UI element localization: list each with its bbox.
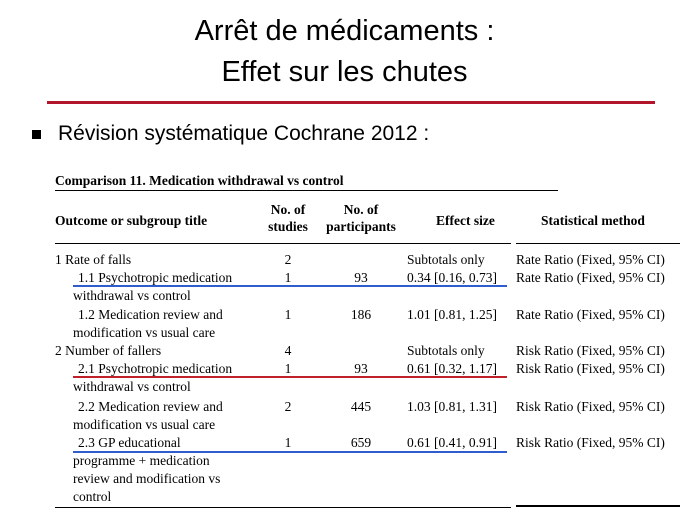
row-2-1-method: Risk Ratio (Fixed, 95% CI) <box>516 361 665 376</box>
row-2-2-title-line2: modification vs usual care <box>73 417 216 432</box>
row-2-3-title-line1: 2.3 GP educational <box>78 435 181 450</box>
header-effect-size: Effect size <box>436 213 495 228</box>
row-2-2-effect: 1.03 [0.81, 1.31] <box>407 399 497 414</box>
row-2-title: 2 Number of fallers <box>55 343 162 358</box>
header-participants-line1: No. of <box>343 202 379 217</box>
row-2-3-studies: 1 <box>284 435 292 450</box>
row-1-2-title-line1: 1.2 Medication review and <box>78 307 223 322</box>
header-rule-method <box>516 243 680 244</box>
bullet-text: Révision systématique Cochrane 2012 : <box>58 122 430 145</box>
row-2-3-method: Risk Ratio (Fixed, 95% CI) <box>516 435 665 450</box>
row-2-3-title-line4: control <box>73 489 112 504</box>
row-2-1-participants: 93 <box>354 361 368 376</box>
header-outcome: Outcome or subgroup title <box>55 213 208 228</box>
row-1-1-effect: 0.34 [0.16, 0.73] <box>407 270 497 285</box>
header-statistical-method: Statistical method <box>541 213 645 228</box>
row-2-3-participants: 659 <box>350 435 372 450</box>
row-1-1-title-line2: withdrawal vs control <box>73 288 191 303</box>
row-1-2-participants: 186 <box>350 307 372 322</box>
slide-title-line-2: Effet sur les chutes <box>221 56 468 88</box>
row-2-method: Risk Ratio (Fixed, 95% CI) <box>516 343 665 358</box>
row-2-1-effect: 0.61 [0.32, 1.17] <box>407 361 497 376</box>
slide-title-line-1: Arrêt de médicaments : <box>194 15 495 47</box>
row-1-effect: Subtotals only <box>407 252 485 267</box>
highlight-underline-blue <box>73 451 507 453</box>
row-1-1-participants: 93 <box>354 270 368 285</box>
row-1-2-method: Rate Ratio (Fixed, 95% CI) <box>516 307 665 322</box>
highlight-underline-red <box>73 376 507 378</box>
table-caption: Comparison 11. Medication withdrawal vs control <box>55 173 344 188</box>
row-2-3-title-line2: programme + medication <box>73 453 210 468</box>
row-2-studies: 4 <box>284 343 292 358</box>
header-studies-line1: No. of <box>270 202 306 217</box>
row-1-1-title-line1: 1.1 Psychotropic medication <box>78 270 233 285</box>
row-1-1-studies: 1 <box>284 270 292 285</box>
row-1-1-method: Rate Ratio (Fixed, 95% CI) <box>516 270 665 285</box>
caption-rule <box>55 190 558 191</box>
row-1-method: Rate Ratio (Fixed, 95% CI) <box>516 252 665 267</box>
row-2-2-studies: 2 <box>284 399 292 414</box>
table-bottom-rule-method <box>516 505 680 507</box>
highlight-underline-blue <box>73 285 507 287</box>
row-2-3-title-line3: review and modification vs <box>73 471 221 486</box>
row-2-1-title-line1: 2.1 Psychotropic medication <box>78 361 233 376</box>
row-2-2-method: Risk Ratio (Fixed, 95% CI) <box>516 399 665 414</box>
row-2-2-participants: 445 <box>350 399 372 414</box>
row-2-2-title-line1: 2.2 Medication review and <box>78 399 223 414</box>
row-1-studies: 2 <box>284 252 292 267</box>
row-2-1-title-line2: withdrawal vs control <box>73 379 191 394</box>
table-bottom-rule <box>55 507 511 508</box>
row-2-effect: Subtotals only <box>407 343 485 358</box>
row-1-2-effect: 1.01 [0.81, 1.25] <box>407 307 497 322</box>
row-2-3-effect: 0.61 [0.41, 0.91] <box>407 435 497 450</box>
row-1-2-studies: 1 <box>284 307 292 322</box>
header-studies-line2: studies <box>268 219 308 234</box>
header-rule <box>55 243 511 244</box>
row-1-2-title-line2: modification vs usual care <box>73 325 216 340</box>
row-1-title: 1 Rate of falls <box>55 252 132 267</box>
header-participants-line2: participants <box>326 219 396 234</box>
row-2-1-studies: 1 <box>284 361 292 376</box>
